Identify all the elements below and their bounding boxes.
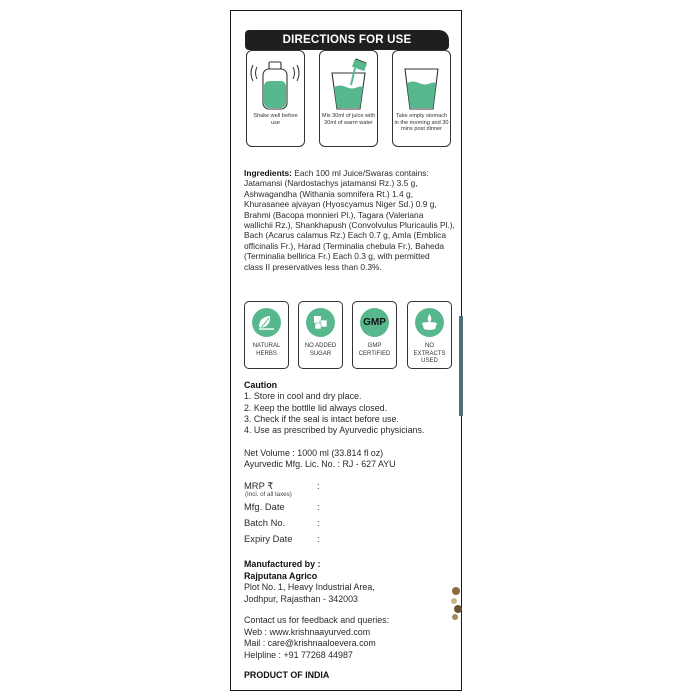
shake-bottle-icon [247, 55, 304, 113]
badge-label: NO [425, 343, 434, 349]
ingredients-heading: Ingredients: [244, 168, 292, 178]
mrp-tax-note: (Incl. of all taxes) [245, 491, 292, 498]
caution-item: 1. Store in cool and dry place. [244, 391, 362, 402]
ingredient-line: Jatamansi (Nardostachys jatamansi Rz.) 3.5 g, [244, 178, 418, 189]
herb-leaf-icon [252, 308, 281, 337]
badge-label: USED [421, 358, 438, 365]
ingredients-intro: Each 100 ml Juice/Swaras contains: [294, 168, 429, 178]
badge-label: NO ADDED [304, 343, 337, 349]
mfg-date-row [244, 501, 320, 512]
badge-natural-herbs [244, 301, 289, 369]
ingredient-line: Brahmi (Bacopa monnieri Pl.), Tagara (Valeriana [244, 209, 424, 220]
badge-label: CERTIFIED [358, 350, 391, 357]
direction-step-timing [392, 50, 451, 147]
contact-mail: Mail : care@krishnaaloevera.com [244, 638, 376, 649]
manufacturer-heading: Manufactured by : [244, 559, 321, 569]
ingredient-line: Khurasanee ajvayan (Hyoscyamus Niger Sd.) 0.9 g, [244, 199, 437, 210]
gmp-icon [360, 308, 389, 337]
expiry-date-row [244, 533, 320, 544]
manufacturer-name: Rajputana Agrico [244, 570, 318, 581]
ingredient-line: wallichii Rz.), Shankhapush (Convolvulus Pluricaulis Pl.), [244, 220, 455, 231]
field-label: Expiry Date [244, 533, 293, 544]
direction-step-text: Take empty stomach in the morning and 30 mins post dinner [394, 113, 449, 133]
badge-label: NATURAL [252, 343, 281, 349]
field-label: Batch No. [244, 517, 286, 528]
no-extract-icon [415, 308, 444, 337]
field-value: : [317, 517, 320, 528]
edge-image-fragment [450, 585, 462, 623]
contact-helpline: Helpline : +91 77268 44987 [244, 649, 353, 660]
caution-item: 3. Check if the seal is intact before use. [244, 413, 399, 424]
caution-block [244, 380, 424, 436]
ingredient-line: class II preservatives less than 0.3%. [244, 261, 382, 272]
badge-label: SUGAR [309, 350, 332, 357]
field-value: : [317, 480, 320, 491]
ingredients-block [244, 168, 456, 272]
ingredient-line: (Terminalia bellirica Fr.) Each 0.3 g, with permitted [244, 251, 430, 262]
badge-no-added-sugar [298, 301, 343, 369]
manufacturer-address: Jodhpur, Rajasthan - 342003 [244, 593, 358, 604]
badge-no-extracts [407, 301, 452, 369]
field-value: : [317, 533, 320, 544]
badge-gmp-certified [352, 301, 397, 369]
edge-strip [459, 316, 463, 416]
caution-list [244, 391, 424, 436]
badge-label: GMP [367, 343, 382, 349]
field-label: Mfg. Date [244, 501, 285, 512]
field-value: : [317, 501, 320, 512]
volume-block [244, 448, 396, 471]
ingredient-line: Bach (Acarus calamus Rz.) Each 0.7 g, Amla (Emblica [244, 230, 447, 241]
direction-step-mix [319, 50, 378, 147]
contact-heading: Contact us for feedback and queries: [244, 615, 390, 625]
contact-web: Web : www.krishnaayurved.com [244, 626, 371, 637]
badge-label: EXTRACTS [413, 350, 446, 357]
product-origin: PRODUCT OF INDIA [244, 670, 330, 680]
direction-step-text: Mix 30ml of juice with 30ml of warm water [321, 113, 376, 126]
caution-item: 2. Keep the bottlle lid always closed. [244, 402, 388, 413]
caution-item: 4. Use as prescribed by Ayurvedic physicians. [244, 425, 425, 436]
gmp-mark: GMP [363, 317, 386, 328]
ingredient-line: Ashwagandha (Withania somnifera Rt.) 1.4 g, [244, 188, 413, 199]
mfg-license: Ayurvedic Mfg. Lic. No. : RJ - 627 AYU [244, 459, 396, 470]
batch-no-row [244, 517, 320, 528]
manufacturer-address: Plot No. 1, Heavy Industrial Area, [244, 582, 375, 593]
contact-block [244, 615, 389, 661]
directions-title: DIRECTIONS FOR USE [245, 30, 449, 50]
badge-label: HERBS [256, 350, 277, 357]
manufacturer-block [244, 559, 375, 605]
mix-juice-water-icon [320, 55, 377, 113]
direction-step-text: Shake well before use [253, 113, 298, 126]
field-label: MRP ₹ [244, 480, 274, 491]
caution-title: Caution [244, 380, 278, 390]
glass-icon [393, 55, 450, 113]
sugar-cube-icon [306, 308, 335, 337]
ingredient-line: officinalis Fr.), Harad (Terminalia chebula Fr.), Baheda [244, 240, 444, 251]
direction-step-shake [246, 50, 305, 147]
net-volume: Net Volume : 1000 ml (33.814 fl oz) [244, 448, 384, 458]
